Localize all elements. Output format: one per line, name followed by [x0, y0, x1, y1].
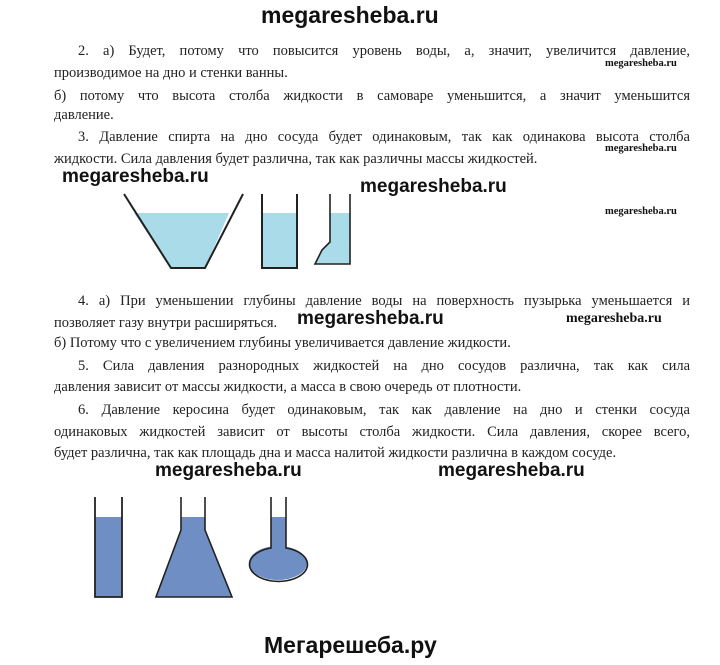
answer-4-line-3: б) Потому что с увеличением глубины увеличивается давление жидкости. — [54, 335, 511, 351]
round-flask-neck-liquid — [271, 517, 286, 550]
watermark-small: megaresheba.ru — [605, 58, 677, 69]
answer-2-line-4: давление. — [54, 107, 114, 123]
watermark-small: megaresheba.ru — [566, 311, 662, 326]
answer-5-line-1: 5. Сила давления разнородных жидкостей на дно сосудов различна, так как сила — [78, 358, 690, 374]
shaped-vessel-liquid — [315, 213, 350, 264]
header-watermark: megaresheba.ru — [261, 2, 439, 28]
tall-cylinder-liquid — [95, 517, 122, 597]
watermark-large: megaresheba.ru — [297, 308, 444, 329]
conical-flask-liquid — [156, 517, 232, 597]
answer-4-line-2: позволяет газу внутри расширяться. — [54, 315, 278, 331]
watermark-small: megaresheba.ru — [605, 206, 677, 217]
task3-vessels — [124, 194, 350, 268]
answer-2-line-2: производимое на дно и стенки ванны. — [54, 65, 288, 81]
watermark-large: megaresheba.ru — [438, 460, 585, 481]
answer-4-line-1: 4. а) При уменьшении глубины давление воды на поверхность пузырька уменьшается и — [78, 293, 690, 309]
task6-vessels — [95, 497, 308, 597]
watermark-large: megaresheba.ru — [62, 166, 209, 187]
trapezoid-vessel-liquid — [134, 213, 229, 268]
answer-2-line-3: б) потому что высота столба жидкости в самоваре уменьшится, а значит уменьшится — [54, 88, 690, 104]
answer-5-line-2: давления зависит от массы жидкости, а масса в свою очередь от плотности. — [54, 379, 522, 395]
answer-2-line-1: 2. а) Будет, потому что повысится уровень воды, а, значит, увеличится давление, — [78, 43, 690, 59]
cylinder-vessel-liquid — [262, 213, 297, 268]
answer-6-line-1: 6. Давление керосина будет одинаковым, так как давление на дно и стенки сосуда — [78, 402, 690, 418]
watermark-large: megaresheba.ru — [360, 176, 507, 197]
answer-3-line-2: жидкости. Сила давления будет различна, так как различны массы жидкостей. — [54, 151, 538, 167]
answer-3-line-1: 3. Давление спирта на дно сосуда будет одинаковым, так как одинакова высота столба — [78, 129, 690, 145]
answer-6-line-2: одинаковых жидкостей зависит от высоты столба жидкости. Сила давления, скорее всего, — [54, 424, 690, 440]
watermark-large: megaresheba.ru — [155, 460, 302, 481]
watermark-small: megaresheba.ru — [605, 143, 677, 154]
footer-watermark: Мегарешеба.ру — [264, 632, 437, 658]
answer-6-line-3: будет различна, так как площадь дна и масса налитой жидкости различна в каждом сосуде. — [54, 445, 617, 461]
